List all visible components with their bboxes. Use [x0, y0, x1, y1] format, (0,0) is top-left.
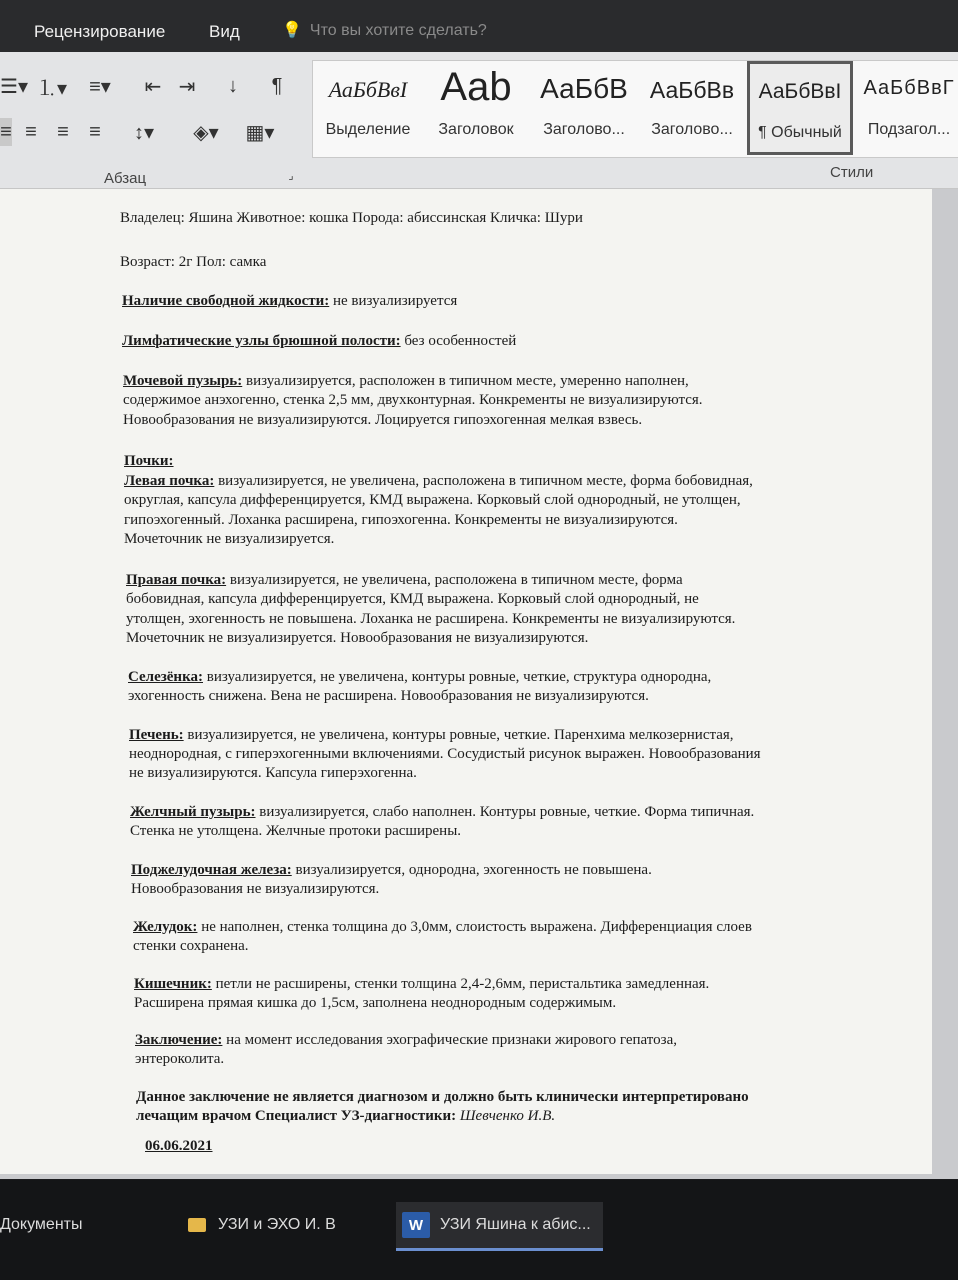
shading-icon[interactable]: ◈▾ — [193, 121, 219, 144]
ribbon — [0, 52, 958, 189]
stomach-line: Желудок: не наполнен, стенка толщина до 3,0мм, слоистость выражена. Дифференциация слоев — [133, 919, 752, 935]
paragraph-group — [0, 52, 306, 188]
text-line: Новообразования не визуализируются. Лоцируется гипоэхогенная мелкая взвесь. — [123, 412, 643, 428]
folder-icon — [188, 1218, 206, 1232]
bullets-icon[interactable]: ☰▾ — [0, 75, 28, 98]
word-icon: W — [402, 1212, 430, 1238]
style-emphasis[interactable]: АаБбВвІ Выделение — [325, 77, 411, 138]
justify-icon[interactable]: ≡ — [89, 120, 101, 143]
taskbar — [0, 1180, 958, 1280]
left-kidney-line: Левая почка: визуализируется, не увеличена, расположена в типичном месте, форма бобовидная, — [124, 473, 753, 489]
conclusion-line: Заключение: на момент исследования эхографические признаки жирового гепатоза, — [135, 1032, 677, 1048]
gallbladder-line: Желчный пузырь: визуализируется, слабо наполнен. Контуры ровные, четкие. Форма типичная. — [130, 804, 755, 820]
age-line: Возраст: 2г Пол: самка — [120, 254, 267, 270]
taskbar-folder[interactable]: УЗИ и ЭХО И. В — [188, 1202, 336, 1248]
multilevel-list-icon[interactable]: ≡▾ — [89, 75, 111, 98]
right-kidney-line: Правая почка: визуализируется, не увеличена, расположена в типичном месте, форма — [126, 572, 683, 588]
text-line: Мочеточник не визуализируется. Новообразования не визуализируются. — [126, 630, 589, 646]
style-normal[interactable]: АаБбВвІ ¶ Обычный — [747, 61, 853, 155]
pilcrow-icon[interactable]: ¶ — [271, 74, 283, 97]
kidneys-heading: Почки: — [124, 453, 174, 469]
align-right-icon[interactable]: ≡ — [57, 120, 69, 143]
lightbulb-icon: 💡 — [282, 22, 302, 39]
menu-bar — [0, 0, 958, 52]
text-line: эхогенность снижена. Вена не расширена. Новообразования не визуализируются. — [128, 688, 649, 704]
style-heading-1[interactable]: АаБбВ Заголово... — [540, 73, 628, 138]
liver-line: Печень: визуализируется, не увеличена, контуры ровные, четкие. Паренхима мелкозернистая, — [129, 727, 734, 743]
free-fluid-line: Наличие свободной жидкости: не визуализируется — [122, 293, 458, 309]
document-page[interactable] — [0, 189, 932, 1174]
style-subtitle[interactable]: АаБбВвГ Подзагол... — [863, 77, 955, 138]
numbering-icon[interactable]: ⒈▾ — [36, 77, 68, 100]
styles-group-label: Стили — [830, 164, 874, 181]
lymph-nodes-line: Лимфатические узлы брюшной полости: без особенностей — [122, 333, 517, 349]
text-line: стенки сохранена. — [133, 938, 249, 954]
text-line: не визуализируются. Капсула гиперэхогенна. — [129, 765, 417, 781]
text-line: Расширена прямая кишка до 1,5см, заполнена неоднородным содержимым. — [134, 995, 617, 1011]
text-line: Мочеточник не визуализируется. — [124, 531, 335, 547]
bladder-line: Мочевой пузырь: визуализируется, расположен в типичном месте, умеренно наполнен, — [123, 373, 689, 389]
align-left-icon[interactable]: ≡ — [0, 118, 12, 146]
text-line: гипоэхогенный. Лоханка расширена, гипоэхогенна. Конкременты не визуализируются. — [124, 512, 678, 528]
text-line: содержимое анэхогенно, стенка 2,5 мм, двухконтурная. Конкременты не визуализируются. — [123, 392, 703, 408]
text-line: Новообразования не визуализируются. — [131, 881, 380, 897]
decrease-indent-icon[interactable]: ⇤ — [144, 75, 162, 98]
text-line: округлая, капсула дифференцируется, КМД выражена. Корковый слой однородный, не утолщен, — [124, 492, 741, 508]
disclaimer-line: Данное заключение не является диагнозом и должно быть клинически интерпретировано — [136, 1089, 749, 1105]
style-title[interactable]: Aab Заголовок — [438, 65, 514, 138]
text-line: энтероколита. — [135, 1051, 225, 1067]
document-area — [0, 189, 958, 1179]
borders-icon[interactable]: ▦▾ — [245, 121, 275, 144]
text-line: бобовидная, капсула дифференцируется, КМД выражена. Корковый слой однородный, не — [126, 591, 699, 607]
taskbar-documents[interactable]: Документы — [0, 1216, 83, 1233]
specialist-line: лечащим врачом Специалист УЗ-диагностики: Шевченко И.В. — [136, 1108, 556, 1124]
owner-line: Владелец: Яшина Животное: кошка Порода: абиссинская Кличка: Шури — [120, 210, 583, 226]
taskbar-word-document[interactable]: W УЗИ Яшина к абис... — [396, 1202, 603, 1251]
align-center-icon[interactable]: ≡ — [25, 120, 37, 143]
tell-me-search[interactable]: 💡 Что вы хотите сделать? — [282, 22, 487, 39]
style-heading-2[interactable]: АаБбВв Заголово... — [649, 77, 735, 138]
sort-icon[interactable]: ↓ — [228, 74, 238, 97]
menu-review[interactable]: Рецензирование — [34, 22, 166, 41]
text-line: Стенка не утолщена. Желчные протоки расширены. — [130, 823, 462, 839]
menu-view[interactable]: Вид — [209, 22, 240, 41]
text-line: неоднородная, с гиперэхогенными включениями. Сосудистый рисунок выражен. Новообразования — [129, 746, 761, 762]
increase-indent-icon[interactable]: ⇥ — [178, 75, 196, 98]
pancreas-line: Поджелудочная железа: визуализируется, однородна, эхогенность не повышена. — [131, 862, 652, 878]
report-date: 06.06.2021 — [145, 1138, 213, 1154]
spleen-line: Селезёнка: визуализируется, не увеличена, контуры ровные, четкие, структура однородна, — [128, 669, 712, 685]
dialog-launcher-icon[interactable]: ⌟ — [288, 169, 294, 182]
intestine-line: Кишечник: петли не расширены, стенки толщина 2,4-2,6мм, перистальтика замедленная. — [134, 976, 710, 992]
line-spacing-icon[interactable]: ↕▾ — [133, 121, 155, 144]
text-line: утолщен, эхогенность не повышена. Лоханка не расширена. Конкременты не визуализируются. — [126, 611, 736, 627]
paragraph-group-label: Абзац — [104, 170, 147, 187]
styles-gallery — [312, 60, 958, 158]
